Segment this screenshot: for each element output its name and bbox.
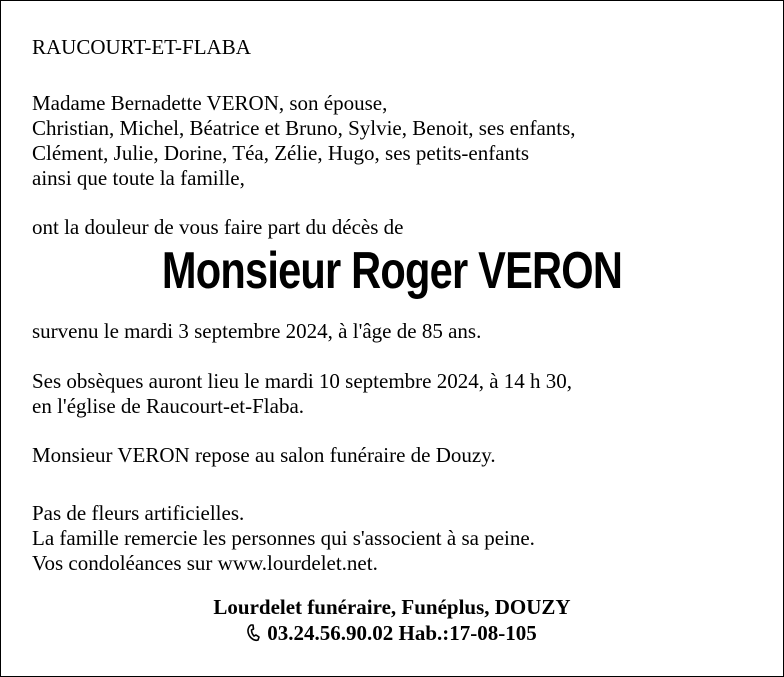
contact-phone: 03.24.56.90.02 Hab.:17-08-105: [267, 621, 537, 645]
funeral-line-place: en l'église de Raucourt-et-Flaba.: [32, 394, 305, 418]
funeral-home-name: Lourdelet funéraire, Funéplus, DOUZY: [213, 595, 571, 619]
family-line-children: Christian, Michel, Béatrice et Bruno, Sylvie, Benoit, ses enfants,: [32, 116, 576, 140]
repose-info: Monsieur VERON repose au salon funéraire de Douzy.: [32, 443, 496, 467]
deceased-name: Monsieur Roger VERON: [161, 242, 623, 300]
closing-line-condolences: Vos condoléances sur www.lourdelet.net.: [32, 551, 378, 575]
announcement-text: ont la douleur de vous faire part du décès de: [32, 215, 404, 239]
family-line-grandchildren: Clément, Julie, Dorine, Téa, Zélie, Hugo, ses petits-enfants: [32, 141, 530, 165]
phone-icon: [247, 620, 263, 646]
family-line-family: ainsi que toute la famille,: [32, 166, 245, 190]
closing-line-flowers: Pas de fleurs artificielles.: [32, 501, 245, 525]
contact-line: [1, 620, 783, 646]
family-line-spouse: Madame Bernadette VERON, son épouse,: [32, 91, 388, 115]
funeral-line-date: Ses obsèques auront lieu le mardi 10 septembre 2024, à 14 h 30,: [32, 369, 573, 393]
closing-line-thanks: La famille remercie les personnes qui s'associent à sa peine.: [32, 526, 535, 550]
death-info: survenu le mardi 3 septembre 2024, à l'âge de 85 ans.: [32, 319, 482, 343]
town-heading: RAUCOURT-ET-FLABA: [32, 35, 251, 59]
